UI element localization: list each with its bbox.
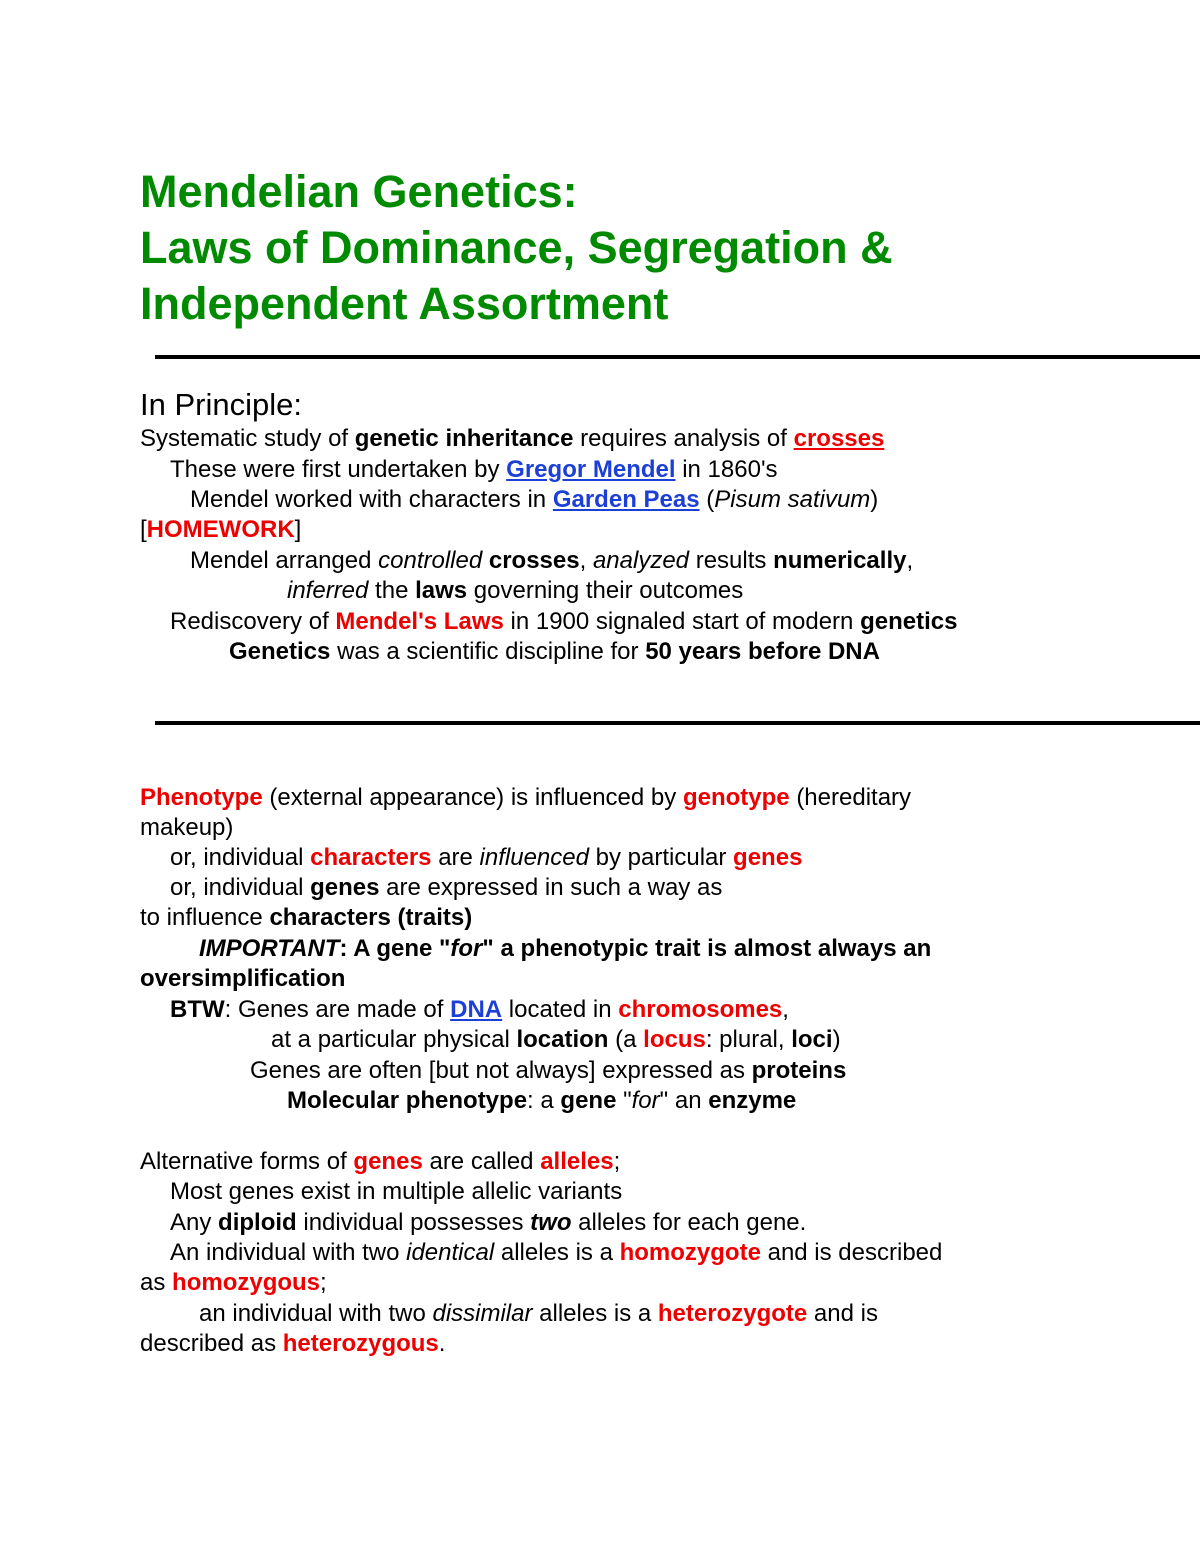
homework-label: HOMEWORK — [146, 516, 295, 543]
line-genetics-discipline: Genetics was a scientific discipline for 50 years before DNA — [229, 638, 880, 665]
line-phenotype: Phenotype (external appearance) is influenced by genotype (hereditary — [140, 784, 912, 811]
line-garden-peas: Mendel worked with characters in Garden Peas (Pisum sativum) — [190, 486, 879, 513]
line-important: IMPORTANT: A gene "for" a phenotypic trait is almost always an — [199, 935, 932, 962]
line-influence-characters: to influence characters (traits) — [140, 904, 473, 931]
horizontal-rule-2 — [155, 721, 1200, 725]
line-homework: [HOMEWORK] — [140, 516, 302, 543]
title-line-1: Mendelian Genetics: — [140, 166, 578, 217]
dna-link[interactable]: DNA — [450, 996, 503, 1023]
line-proteins: Genes are often [but not always] expressed as proteins — [250, 1057, 847, 1084]
line-first-undertaken: These were first undertaken by Gregor Mendel in 1860's — [170, 456, 778, 483]
line-systematic-study: Systematic study of genetic inheritance requires analysis of crosses — [140, 425, 885, 452]
line-btw-dna: BTW: Genes are made of DNA located in chromosomes, — [170, 996, 789, 1023]
line-location-locus: at a particular physical location (a locus: plural, loci) — [271, 1026, 841, 1053]
title-line-3: Independent Assortment — [140, 278, 669, 329]
line-individual-characters: or, individual characters are influenced by particular genes — [170, 844, 803, 871]
title-line-2: Laws of Dominance, Segregation & — [140, 222, 893, 273]
document-title — [140, 164, 893, 332]
line-rediscovery: Rediscovery of Mendel's Laws in 1900 signaled start of modern genetics — [170, 608, 958, 635]
crosses-link[interactable]: crosses — [793, 425, 885, 452]
line-alternative-forms: Alternative forms of genes are called alleles; — [140, 1148, 621, 1175]
line-heterozygous: described as heterozygous. — [140, 1330, 446, 1357]
line-inferred-laws: inferred the laws governing their outcomes — [287, 577, 744, 604]
line-homozygote: An individual with two identical alleles is a homozygote and is described — [170, 1239, 943, 1266]
line-oversimplification: oversimplification — [140, 965, 346, 992]
line-homozygous: as homozygous; — [140, 1269, 327, 1296]
section-heading-in-principle: In Principle: — [140, 387, 302, 422]
line-individual-genes: or, individual genes are expressed in such a way as — [170, 874, 723, 901]
line-controlled-crosses: Mendel arranged controlled crosses, analyzed results numerically, — [190, 547, 914, 574]
line-most-genes: Most genes exist in multiple allelic variants — [170, 1178, 623, 1205]
line-makeup: makeup) — [140, 814, 234, 841]
line-molecular-phenotype: Molecular phenotype: a gene "for" an enzyme — [287, 1087, 797, 1114]
garden-peas-link[interactable]: Garden Peas — [552, 486, 700, 513]
horizontal-rule-1 — [155, 355, 1200, 359]
gregor-mendel-link[interactable]: Gregor Mendel — [506, 456, 676, 483]
line-diploid: Any diploid individual possesses two alleles for each gene. — [170, 1209, 807, 1236]
line-heterozygote: an individual with two dissimilar alleles is a heterozygote and is — [199, 1300, 878, 1327]
